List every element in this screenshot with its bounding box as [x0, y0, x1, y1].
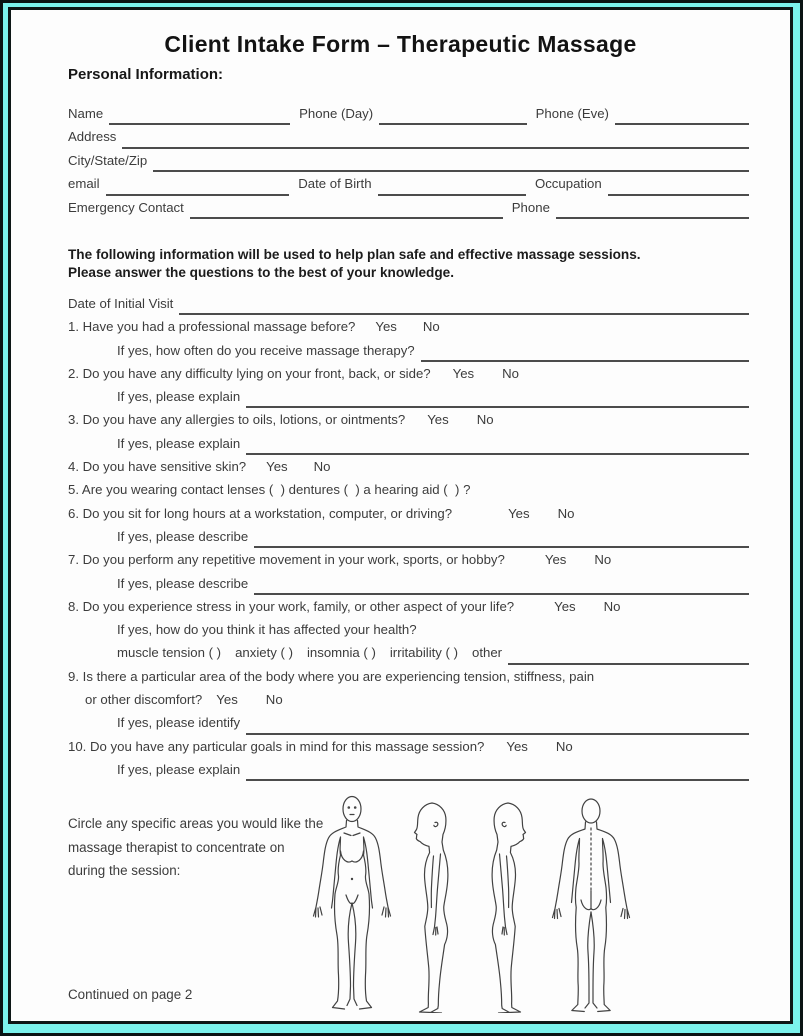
body-figure-side-right — [475, 801, 537, 1013]
question-8-options-row — [68, 645, 749, 668]
question-10-no-option: No — [555, 738, 573, 754]
question-7-no-option: No — [594, 552, 612, 568]
intro-note — [68, 246, 749, 283]
question-4-row — [68, 459, 749, 482]
form-content — [11, 66, 790, 1023]
question-6-yes-option: Yes — [508, 505, 530, 521]
question-7-followup-row — [68, 576, 749, 599]
field-row-name-phones — [68, 106, 749, 129]
question-9-yes-option: Yes — [216, 692, 238, 707]
question-2-write-in-line — [246, 406, 749, 408]
question-1-text: 1. Have you had a professional massage before? — [68, 319, 356, 335]
form-title: Client Intake Form – Therapeutic Massage — [164, 31, 637, 57]
question-2-text: 2. Do you have any difficulty lying on your front, back, or side? — [68, 365, 431, 381]
question-3-yes-option: Yes — [427, 412, 449, 428]
question-8-other-write-in-line — [508, 663, 749, 665]
question-1-write-in-line — [421, 360, 749, 362]
question-9-followup-label: If yes, please identify — [117, 715, 241, 731]
question-7-yes-option: Yes — [544, 552, 567, 568]
question-2-followup-row — [68, 389, 749, 412]
insomnia-checkbox-label: insomnia ( ) — [306, 645, 376, 661]
question-8-yes-option: Yes — [554, 598, 576, 614]
date-of-birth-write-in-line — [378, 194, 526, 196]
question-10-write-in-line — [246, 779, 749, 781]
name-label: Name — [68, 106, 104, 121]
city-state-zip-write-in-line — [153, 170, 749, 172]
field-row-city-state-zip — [68, 153, 749, 176]
question-1-followup-row — [68, 343, 749, 366]
question-10-yes-option: Yes — [506, 738, 528, 754]
question-10-text: 10. Do you have any particular goals in mind for this massage session? — [68, 738, 485, 754]
question-1-yes-option: Yes — [375, 319, 397, 335]
date-of-initial-visit-write-in-line — [179, 313, 749, 315]
question-3-followup-label: If yes, please explain — [117, 435, 241, 451]
question-7-followup-label: If yes, please describe — [117, 575, 249, 591]
occupation-write-in-line — [608, 194, 749, 196]
emergency-phone-label: Phone — [511, 199, 550, 215]
question-1-followup-label: If yes, how often do you receive massage therapy? — [117, 342, 415, 358]
body-figure-front — [311, 795, 393, 1013]
body-figures — [311, 795, 635, 1013]
body-chart-section — [68, 795, 749, 1023]
question-9-followup-row — [68, 715, 749, 738]
date-of-initial-visit-label: Date of Initial Visit — [68, 295, 174, 311]
question-2-no-option: No — [502, 365, 519, 381]
question-4-text: 4. Do you have sensitive skin? — [68, 459, 247, 475]
occupation-label: Occupation — [534, 176, 602, 192]
question-4-no-option: No — [313, 459, 331, 475]
question-5-row — [68, 482, 749, 505]
phone-eve-write-in-line — [615, 123, 749, 125]
address-label: Address — [68, 129, 117, 145]
other-label: other — [472, 645, 503, 661]
question-9-text-line1: 9. Is there a particular area of the body where you are experiencing tension, stiffness, pain — [68, 668, 595, 684]
phone-eve-label: Phone (Eve) — [535, 106, 609, 121]
phone-day-label: Phone (Day) — [299, 106, 374, 121]
question-10-followup-row — [68, 762, 749, 785]
question-9-no-option: No — [265, 692, 283, 707]
intro-line-1: The following information will be used to help plan safe and effective massage sessions. — [68, 246, 641, 262]
address-write-in-line — [122, 147, 749, 149]
phone-day-write-in-line — [379, 123, 526, 125]
questions-section — [68, 296, 749, 785]
anxiety-checkbox-label: anxiety ( ) — [235, 645, 293, 661]
question-10-followup-label: If yes, please explain — [117, 761, 241, 777]
question-3-row — [68, 412, 749, 435]
intro-line-2: Please answer the questions to the best of your knowledge. — [68, 265, 454, 281]
question-6-write-in-line — [254, 546, 749, 548]
name-write-in-line — [109, 123, 290, 125]
question-8-text: 8. Do you experience stress in your work, family, or other aspect of your life? — [68, 598, 515, 614]
circle-areas-note — [68, 812, 323, 883]
emergency-phone-write-in-line — [556, 217, 749, 219]
circle-areas-note-line2: massage therapist to concentrate on — [68, 839, 285, 855]
date-of-birth-label: Date of Birth — [298, 176, 372, 192]
continued-note: Continued on page 2 — [68, 987, 193, 1003]
question-2-yes-option: Yes — [452, 365, 475, 381]
question-6-followup-label: If yes, please describe — [117, 528, 249, 544]
question-7-row — [68, 552, 749, 575]
field-row-date-of-initial-visit — [68, 296, 749, 319]
field-row-address — [68, 129, 749, 152]
question-3-write-in-line — [246, 453, 749, 455]
question-6-row — [68, 506, 749, 529]
city-state-zip-label: City/State/Zip — [68, 152, 148, 168]
question-2-followup-label: If yes, please explain — [117, 389, 241, 405]
question-10-row — [68, 739, 749, 762]
emergency-contact-label: Emergency Contact — [68, 199, 184, 215]
question-6-text: 6. Do you sit for long hours at a workstation, computer, or driving? — [68, 505, 453, 521]
irritability-checkbox-label: irritability ( ) — [389, 645, 459, 661]
body-figure-side-left — [403, 801, 465, 1013]
form-sheet — [8, 7, 793, 1024]
question-7-text: 7. Do you perform any repetitive movement in your work, sports, or hobby? — [68, 552, 505, 568]
question-2-row — [68, 366, 749, 389]
question-8-row — [68, 599, 749, 622]
question-1-row — [68, 319, 749, 342]
question-8-followup-label: If yes, how do you think it has affected your health? — [117, 622, 417, 638]
emergency-contact-write-in-line — [190, 217, 503, 219]
question-6-followup-row — [68, 529, 749, 552]
circle-areas-note-line3: during the session: — [68, 863, 181, 879]
question-8-no-option: No — [603, 598, 621, 614]
question-7-write-in-line — [254, 593, 749, 595]
body-figure-back — [547, 798, 635, 1013]
field-row-email-dob-occupation — [68, 176, 749, 199]
question-3-no-option: No — [476, 412, 494, 428]
circle-areas-note-line1: Circle any specific areas you would like the — [68, 816, 324, 832]
question-3-text: 3. Do you have any allergies to oils, lotions, or ointments? — [68, 412, 406, 428]
question-9-write-in-line — [246, 733, 749, 735]
question-6-no-option: No — [557, 505, 575, 521]
question-4-yes-option: Yes — [266, 459, 288, 475]
question-3-followup-row — [68, 436, 749, 459]
question-1-no-option: No — [422, 319, 440, 335]
question-5-text: 5. Are you wearing contact lenses ( ) dentures ( ) a hearing aid ( ) ? — [68, 482, 471, 498]
field-row-emergency-contact — [68, 200, 749, 223]
muscle-tension-checkbox-label: muscle tension ( ) — [117, 645, 222, 661]
question-9-row-line1 — [68, 669, 749, 692]
email-label: email — [68, 176, 100, 192]
personal-info-section — [68, 106, 749, 223]
question-9-row-line2 — [68, 692, 749, 715]
personal-info-heading: Personal Information: — [68, 66, 224, 83]
question-9-text-line2: or other discomfort? — [85, 692, 203, 707]
email-write-in-line — [106, 194, 290, 196]
question-8-followup-row — [68, 622, 749, 645]
